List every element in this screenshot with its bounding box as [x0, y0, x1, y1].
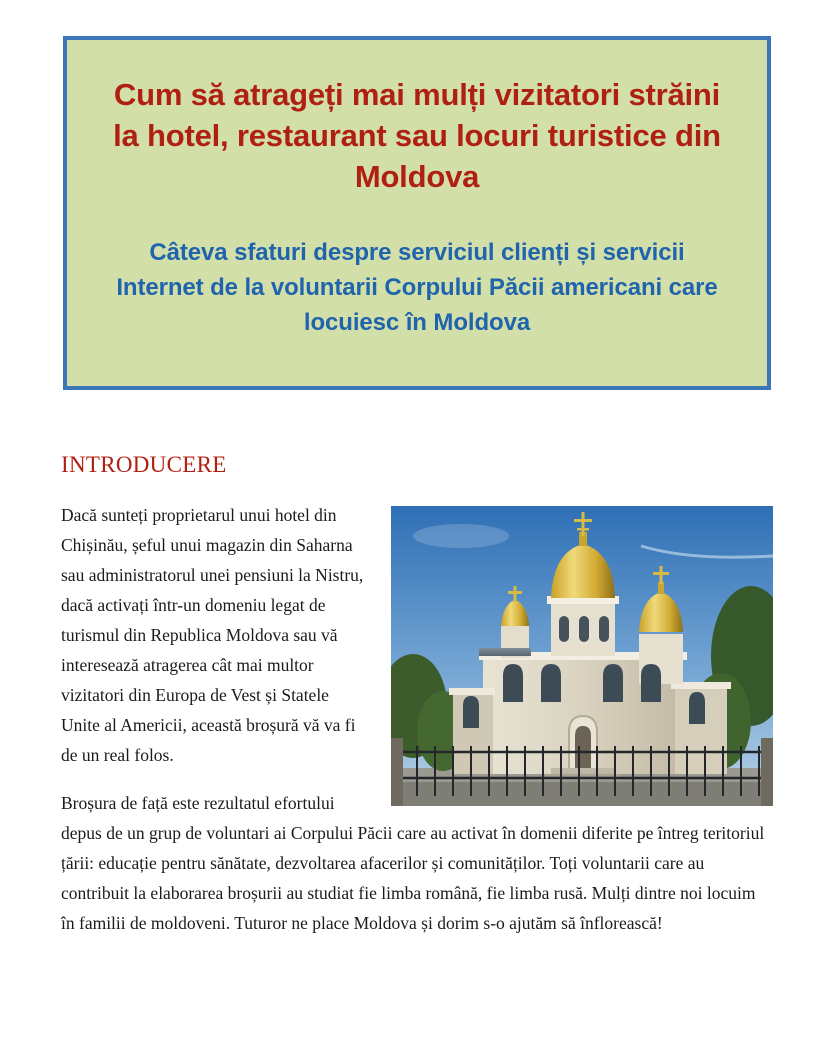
page-title: Cum să atrageți mai mulți vizitatori străini la hotel, restaurant sau locuri turistice din Moldova: [113, 77, 721, 194]
page-subtitle: Câteva sfaturi despre serviciul clienți și servicii Internet de la voluntarii Corpului Păcii americani care locuiesc în Moldova: [116, 239, 718, 336]
orthodox-church-photo: [391, 506, 773, 806]
title-banner: [63, 36, 771, 390]
intro-paragraph-2: Broșura de față este rezultatul efortului depus de un grup de voluntari ai Corpului Păcii care au activat în domenii diferite pe întreg teritoriul țării: educație pentru sănătate, dezvoltarea afacerilor și comunităților. Toți voluntarii care au contribuit la elaborarea broșurii au studiat fie limba română, fie limba rusă. Mulți dintre noi locuim în familii de moldoveni. Tuturor ne place Moldova și dorim s-o ajutăm să înflorească!: [61, 793, 765, 933]
section-heading-introducere: INTRODUCERE: [61, 452, 227, 477]
intro-paragraph-1: Dacă sunteți proprietarul unui hotel din Chișinău, șeful unui magazin din Saharna sau administratorul unei pensiuni la Nistru, dacă activați într-un domeniu legat de turismul din Republica Moldova sau vă interesează atragerea cât mai multor vizitatori din Europa de Vest și Statele Unite al Americii, această broșură vă va fi de un real folos.: [61, 505, 364, 765]
church-illustration: [391, 506, 773, 806]
document-body: [61, 452, 773, 938]
